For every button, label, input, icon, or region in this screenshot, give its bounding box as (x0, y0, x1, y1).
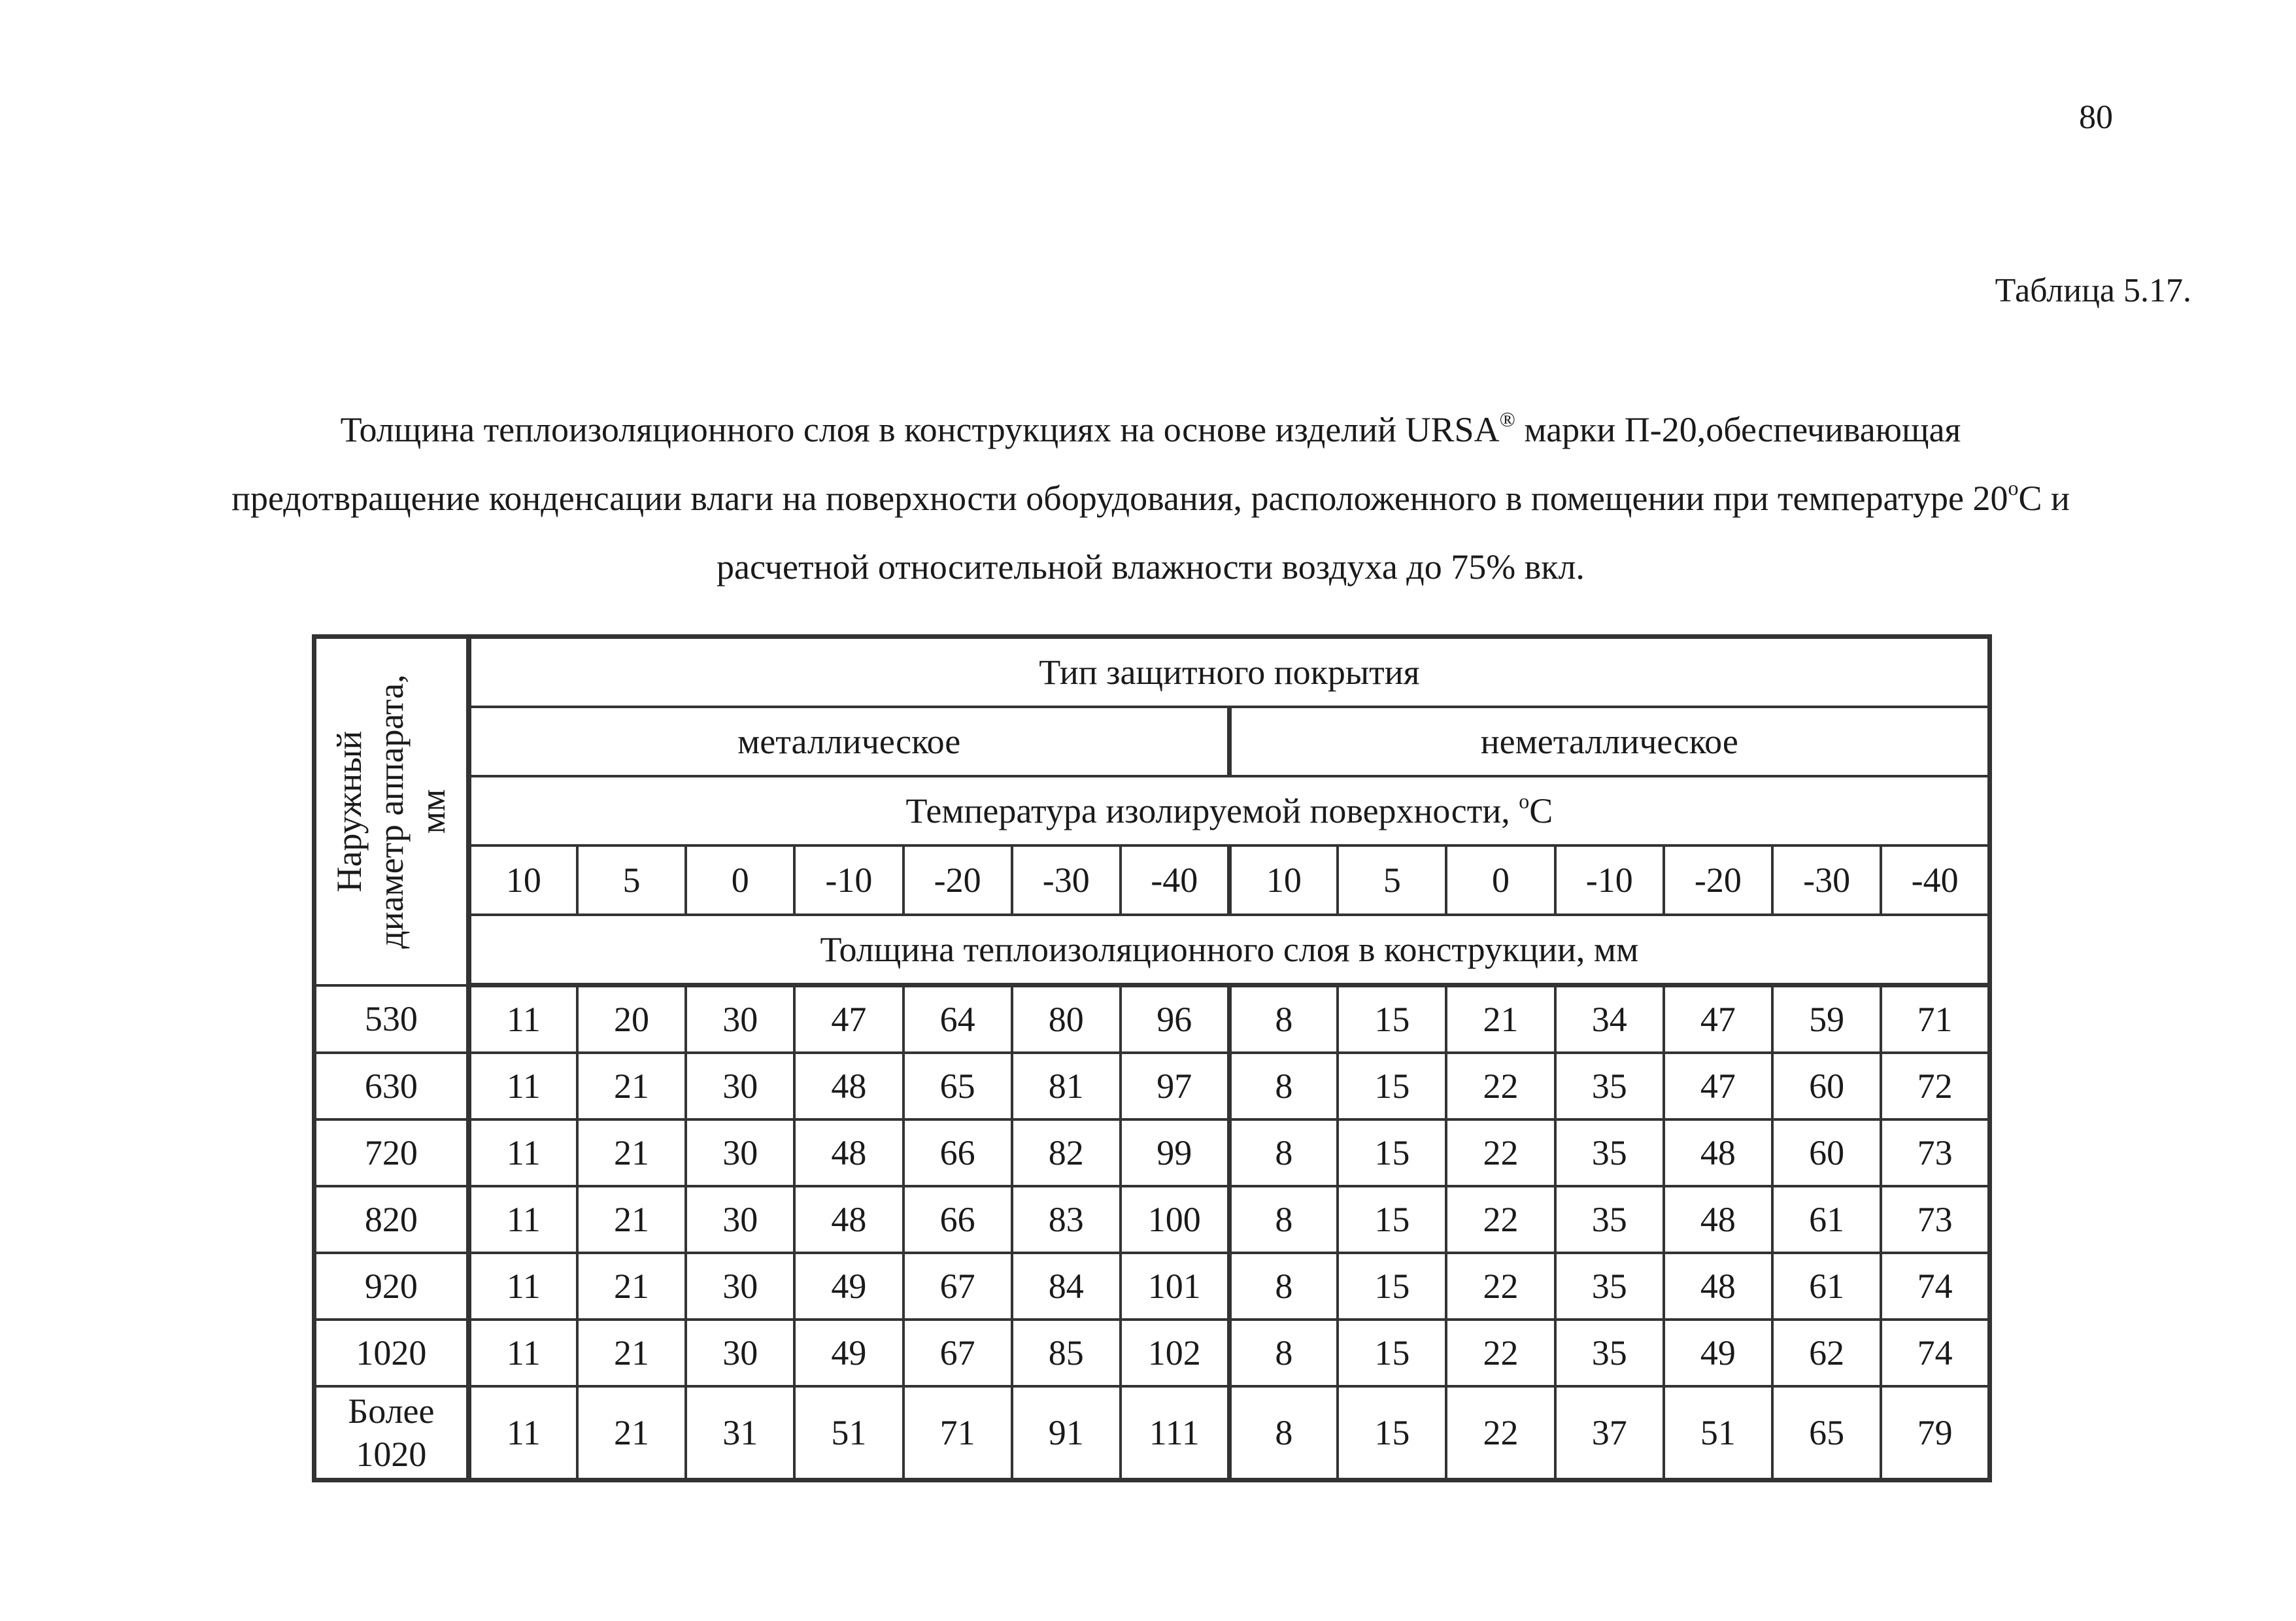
nonmetal-thickness-cell: 8 (1229, 1386, 1338, 1480)
temp-nonmetal-cell: 0 (1446, 845, 1555, 915)
metal-thickness-cell: 71 (903, 1386, 1012, 1480)
nonmetal-thickness-cell: 8 (1229, 1053, 1338, 1119)
nonmetal-thickness-cell: 21 (1446, 985, 1555, 1053)
nonmetal-thickness-cell: 35 (1555, 1186, 1664, 1253)
table-row (314, 1053, 1990, 1119)
nonmetal-thickness-cell: 15 (1338, 1253, 1446, 1320)
temp-metal-cell: -20 (903, 845, 1012, 915)
metal-thickness-cell: 99 (1121, 1119, 1229, 1186)
table-row (314, 1320, 1990, 1386)
metal-thickness-cell: 30 (686, 1253, 794, 1320)
nonmetal-thickness-cell: 61 (1772, 1253, 1881, 1320)
nonmetal-thickness-cell: 47 (1664, 985, 1772, 1053)
diameter-header-line-3: мм (413, 789, 453, 834)
nonmetal-thickness-cell: 37 (1555, 1386, 1664, 1480)
temp-metal-cell: 0 (686, 845, 794, 915)
temperature-label: Температура изолируемой поверхности, (905, 791, 1519, 830)
metal-thickness-cell: 21 (577, 1186, 686, 1253)
temp-metal-cell: 5 (577, 845, 686, 915)
diameter-cell: 720 (314, 1119, 469, 1186)
diameter-cell: 920 (314, 1253, 469, 1320)
temp-nonmetal-cell: -30 (1772, 845, 1881, 915)
caption-line-1-end: марки П-20,обеспечивающая (1515, 410, 1961, 449)
metal-thickness-cell: 11 (469, 1253, 577, 1320)
metal-thickness-cell: 11 (469, 985, 577, 1053)
nonmetal-thickness-cell: 48 (1664, 1186, 1772, 1253)
nonmetal-thickness-cell: 15 (1338, 985, 1446, 1053)
nonmetal-thickness-cell: 47 (1664, 1053, 1772, 1119)
metal-thickness-cell: 67 (903, 1253, 1012, 1320)
metal-thickness-cell: 102 (1121, 1320, 1229, 1386)
nonmetal-thickness-cell: 74 (1881, 1253, 1989, 1320)
temp-nonmetal-cell: -40 (1881, 845, 1989, 915)
caption-line-2-end: С и (2018, 479, 2070, 518)
metal-thickness-cell: 48 (794, 1119, 903, 1186)
temp-metal-cell: -30 (1012, 845, 1121, 915)
group-nonmetal-header: неметаллическое (1229, 707, 1989, 776)
nonmetal-thickness-cell: 34 (1555, 985, 1664, 1053)
metal-thickness-cell: 30 (686, 985, 794, 1053)
nonmetal-thickness-cell: 79 (1881, 1386, 1989, 1480)
nonmetal-thickness-cell: 22 (1446, 1320, 1555, 1386)
metal-thickness-cell: 11 (469, 1386, 577, 1480)
metal-thickness-cell: 21 (577, 1119, 686, 1186)
metal-thickness-cell: 96 (1121, 985, 1229, 1053)
diameter-header-line-2: диаметр аппарата, (371, 674, 411, 949)
diameter-cell-line-2: 1020 (356, 1435, 427, 1474)
nonmetal-thickness-cell: 22 (1446, 1386, 1555, 1480)
metal-thickness-cell: 11 (469, 1186, 577, 1253)
metal-thickness-cell: 48 (794, 1053, 903, 1119)
nonmetal-thickness-cell: 60 (1772, 1053, 1881, 1119)
nonmetal-thickness-cell: 74 (1881, 1320, 1989, 1386)
nonmetal-thickness-cell: 22 (1446, 1186, 1555, 1253)
temperature-unit: С (1529, 791, 1553, 830)
nonmetal-thickness-cell: 71 (1881, 985, 1989, 1053)
nonmetal-thickness-cell: 73 (1881, 1119, 1989, 1186)
nonmetal-thickness-cell: 48 (1664, 1253, 1772, 1320)
nonmetal-thickness-cell: 22 (1446, 1119, 1555, 1186)
thickness-header: Толщина теплоизоляционного слоя в конструкции, мм (469, 915, 1990, 985)
table-body (314, 985, 1990, 1480)
table-label: Таблица 5.17. (1995, 272, 2191, 309)
metal-thickness-cell: 83 (1012, 1186, 1121, 1253)
nonmetal-thickness-cell: 15 (1338, 1186, 1446, 1253)
metal-thickness-cell: 66 (903, 1119, 1012, 1186)
table-row (314, 1186, 1990, 1253)
metal-thickness-cell: 97 (1121, 1053, 1229, 1119)
nonmetal-thickness-cell: 35 (1555, 1053, 1664, 1119)
temp-nonmetal-cell: 5 (1338, 845, 1446, 915)
metal-thickness-cell: 64 (903, 985, 1012, 1053)
metal-thickness-cell: 80 (1012, 985, 1121, 1053)
temp-metal-cell: -10 (794, 845, 903, 915)
temperature-header (469, 776, 1990, 845)
nonmetal-thickness-cell: 35 (1555, 1320, 1664, 1386)
metal-thickness-cell: 21 (577, 1386, 686, 1480)
metal-thickness-cell: 30 (686, 1186, 794, 1253)
nonmetal-thickness-cell: 8 (1229, 985, 1338, 1053)
diameter-cell: 530 (314, 985, 469, 1053)
caption-line-2 (118, 464, 2184, 533)
metal-thickness-cell: 11 (469, 1119, 577, 1186)
temp-nonmetal-cell: -20 (1664, 845, 1772, 915)
nonmetal-thickness-cell: 8 (1229, 1253, 1338, 1320)
diameter-cell: 820 (314, 1186, 469, 1253)
nonmetal-thickness-cell: 51 (1664, 1386, 1772, 1480)
nonmetal-thickness-cell: 15 (1338, 1053, 1446, 1119)
temp-metal-cell: 10 (469, 845, 577, 915)
caption-line-3: расчетной относительной влажности воздуха до 75% вкл. (717, 547, 1585, 587)
metal-thickness-cell: 65 (903, 1053, 1012, 1119)
metal-thickness-cell: 101 (1121, 1253, 1229, 1320)
metal-thickness-cell: 30 (686, 1053, 794, 1119)
nonmetal-thickness-cell: 15 (1338, 1320, 1446, 1386)
table-caption (118, 396, 2184, 602)
metal-thickness-cell: 49 (794, 1320, 903, 1386)
metal-thickness-cell: 21 (577, 1253, 686, 1320)
table-row (314, 1119, 1990, 1186)
table-row (314, 1253, 1990, 1320)
nonmetal-thickness-cell: 73 (1881, 1186, 1989, 1253)
metal-thickness-cell: 91 (1012, 1386, 1121, 1480)
metal-thickness-cell: 66 (903, 1186, 1012, 1253)
table-row (314, 1386, 1990, 1480)
nonmetal-thickness-cell: 59 (1772, 985, 1881, 1053)
metal-thickness-cell: 47 (794, 985, 903, 1053)
metal-thickness-cell: 30 (686, 1119, 794, 1186)
caption-line-1 (118, 396, 2184, 464)
metal-thickness-cell: 100 (1121, 1186, 1229, 1253)
nonmetal-thickness-cell: 65 (1772, 1386, 1881, 1480)
table-header (314, 637, 1990, 985)
diameter-cell: 630 (314, 1053, 469, 1119)
nonmetal-thickness-cell: 15 (1338, 1119, 1446, 1186)
nonmetal-thickness-cell: 22 (1446, 1053, 1555, 1119)
nonmetal-thickness-cell: 8 (1229, 1186, 1338, 1253)
caption-line-2-text: предотвращение конденсации влаги на поверхности оборудования, расположенного в помещении при температуре 20 (231, 479, 2008, 518)
diameter-cell (314, 1386, 469, 1480)
metal-thickness-cell: 81 (1012, 1053, 1121, 1119)
registered-mark: ® (1499, 407, 1515, 431)
metal-thickness-cell: 11 (469, 1053, 577, 1119)
diameter-cell: 1020 (314, 1320, 469, 1386)
metal-thickness-cell: 30 (686, 1320, 794, 1386)
diameter-header-line-1: Наружный (329, 730, 369, 893)
nonmetal-thickness-cell: 22 (1446, 1253, 1555, 1320)
caption-line-1-text: Толщина теплоизоляционного слоя в конструкциях на основе изделий URSA (340, 410, 1500, 449)
metal-thickness-cell: 11 (469, 1320, 577, 1386)
metal-thickness-cell: 20 (577, 985, 686, 1053)
group-metal-header: металлическое (469, 707, 1229, 776)
diameter-header (328, 674, 454, 949)
metal-thickness-cell: 49 (794, 1253, 903, 1320)
metal-thickness-cell: 51 (794, 1386, 903, 1480)
nonmetal-thickness-cell: 49 (1664, 1320, 1772, 1386)
metal-thickness-cell: 85 (1012, 1320, 1121, 1386)
nonmetal-thickness-cell: 48 (1664, 1119, 1772, 1186)
insulation-thickness-table (312, 634, 1992, 1482)
nonmetal-thickness-cell: 8 (1229, 1320, 1338, 1386)
table-row (314, 985, 1990, 1053)
nonmetal-thickness-cell: 35 (1555, 1253, 1664, 1320)
page-number: 80 (2079, 99, 2113, 136)
coating-type-header: Тип защитного покрытия (469, 637, 1990, 708)
temp-nonmetal-cell: 10 (1229, 845, 1338, 915)
nonmetal-thickness-cell: 62 (1772, 1320, 1881, 1386)
nonmetal-thickness-cell: 8 (1229, 1119, 1338, 1186)
metal-thickness-cell: 21 (577, 1320, 686, 1386)
diameter-cell-line-1: Более (348, 1391, 435, 1431)
temp-metal-cell: -40 (1121, 845, 1229, 915)
nonmetal-thickness-cell: 72 (1881, 1053, 1989, 1119)
metal-thickness-cell: 31 (686, 1386, 794, 1480)
degree-mark: o (1519, 789, 1530, 813)
degree-mark: o (2008, 476, 2019, 500)
temp-nonmetal-cell: -10 (1555, 845, 1664, 915)
nonmetal-thickness-cell: 61 (1772, 1186, 1881, 1253)
metal-thickness-cell: 111 (1121, 1386, 1229, 1480)
metal-thickness-cell: 84 (1012, 1253, 1121, 1320)
metal-thickness-cell: 48 (794, 1186, 903, 1253)
nonmetal-thickness-cell: 60 (1772, 1119, 1881, 1186)
nonmetal-thickness-cell: 15 (1338, 1386, 1446, 1480)
metal-thickness-cell: 21 (577, 1053, 686, 1119)
diameter-header-cell (314, 637, 469, 985)
metal-thickness-cell: 67 (903, 1320, 1012, 1386)
metal-thickness-cell: 82 (1012, 1119, 1121, 1186)
nonmetal-thickness-cell: 35 (1555, 1119, 1664, 1186)
temperature-values-row (314, 845, 1990, 915)
